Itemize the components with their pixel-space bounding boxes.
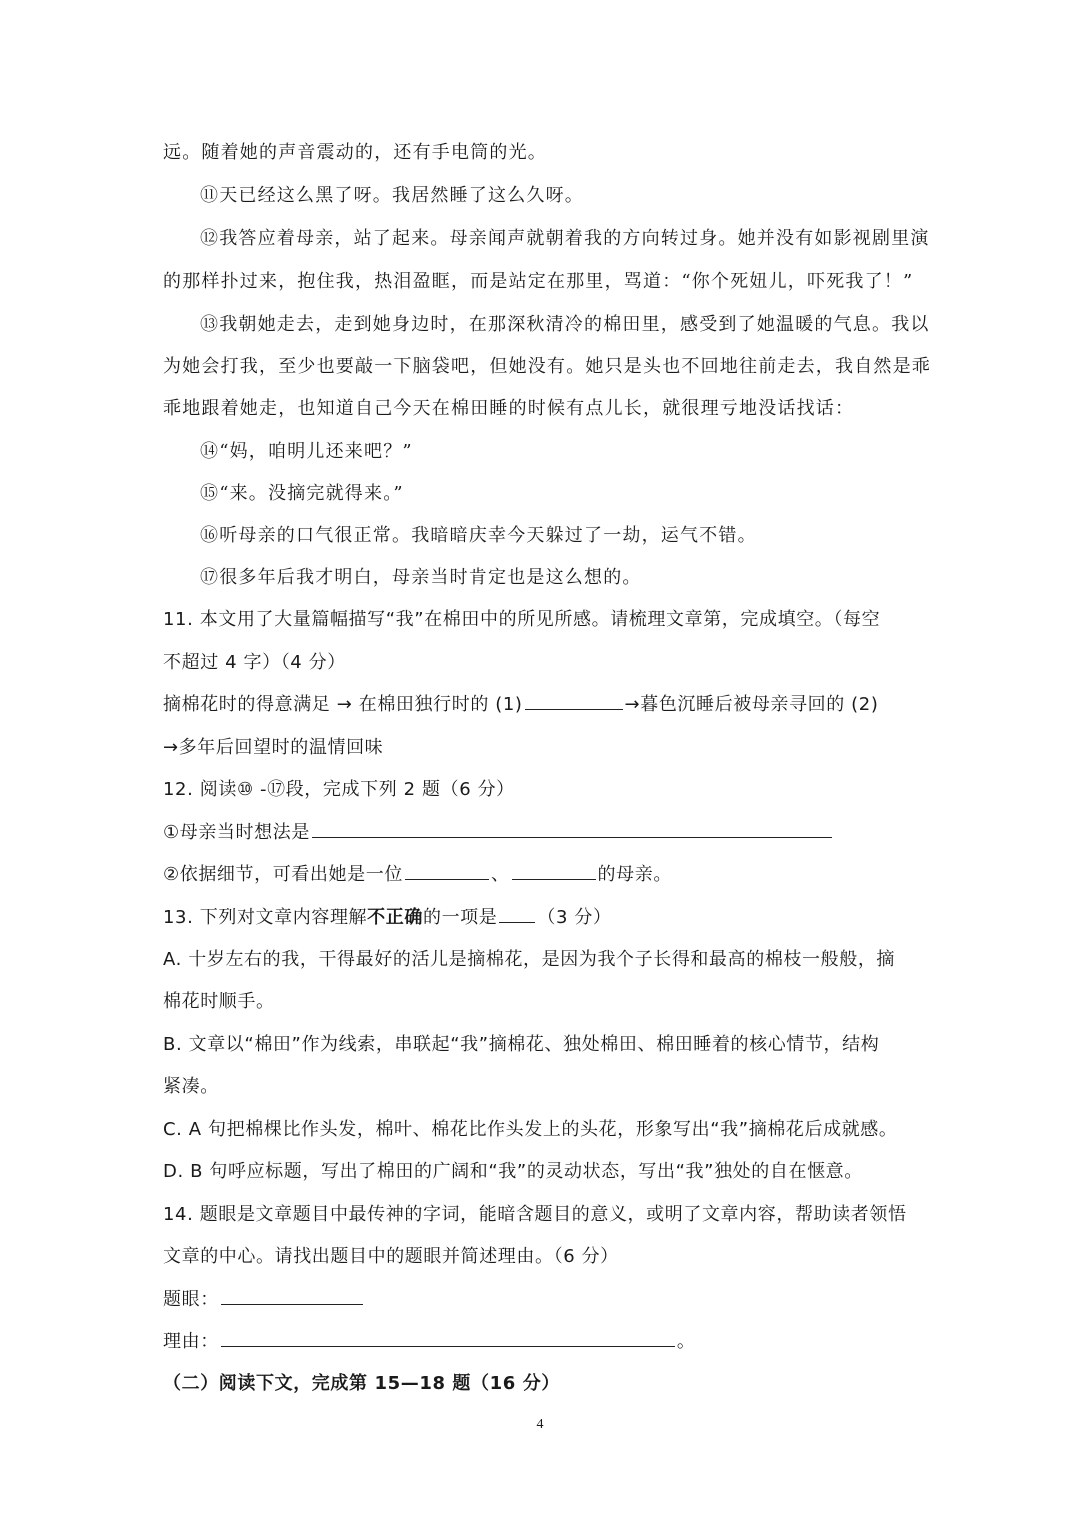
- paragraph-12: ⑫我答应着母亲，站了起来。母亲闻声就朝着我的方向转过身。她并没有如影视剧里演: [200, 228, 930, 249]
- flow-text: →暮色沉睡后被母亲寻回的 (2): [624, 694, 879, 715]
- answer-blank[interactable]: [499, 906, 535, 923]
- question-12-sub2: [163, 863, 923, 887]
- flow-text: 摘棉花时的得意满足 → 在棉田独行时的 (1): [163, 694, 523, 715]
- paragraph-11: ⑪天已经这么黑了呀。我居然睡了这么久呀。: [200, 185, 584, 206]
- question-14: 14. 题眼是文章题目中最传神的字词，能暗含题目的意义，或明了文章内容，帮助读者领悟: [163, 1204, 907, 1225]
- passage-line: 乖地跟着她走，也知道自己今天在棉田睡的时候有点儿长，就很理亏地没话找话：: [163, 398, 855, 419]
- question-11: 11. 本文用了大量篇幅描写“我”在棉田中的所见所感。请梳理文章第，完成填空。（每空: [163, 609, 881, 630]
- sub-label: ②依据细节，可看出她是一位: [163, 864, 403, 885]
- page-number: 4: [536, 1417, 544, 1432]
- question-13: [163, 906, 923, 930]
- passage-line: 远。随着她的声音震动的，还有手电筒的光。: [163, 142, 547, 163]
- answer-blank[interactable]: [405, 863, 489, 880]
- reason-end: 。: [676, 1331, 696, 1352]
- paragraph-14: ⑭“妈，咱明儿还来吧？”: [200, 441, 413, 462]
- answer-blank-1[interactable]: [525, 693, 623, 710]
- answer-blank[interactable]: [512, 863, 596, 880]
- question-12: 12. 阅读⑩ -⑰段，完成下列 2 题（6 分）: [163, 779, 515, 800]
- passage-line: 的那样扑过来，抱住我，热泪盈眶，而是站定在那里，骂道：“你个死妞儿，吓死我了！”: [163, 271, 914, 292]
- question-14-eye: [163, 1288, 923, 1312]
- option-c: C. A 句把棉棵比作头发，棉叶、棉花比作头发上的头花，形象写出“我”摘棉花后成就感。: [163, 1119, 898, 1140]
- q-text: （3 分）: [537, 907, 612, 928]
- question-11-flow: →多年后回望时的温情回味: [163, 737, 384, 758]
- answer-blank[interactable]: [312, 821, 832, 838]
- option-a: A. 十岁左右的我，干得最好的活儿是摘棉花，是因为我个子长得和最高的棉枝一般般，摘: [163, 949, 896, 970]
- section-heading: （二）阅读下文，完成第 15—18 题（16 分）: [163, 1373, 560, 1394]
- reason-label: 理由：: [163, 1331, 219, 1352]
- option-d: D. B 句呼应标题，写出了棉田的广阔和“我”的灵动状态，写出“我”独处的自在惬意。: [163, 1161, 863, 1182]
- sub-label: ①母亲当时想法是: [163, 822, 310, 843]
- paragraph-17: ⑰很多年后我才明白，母亲当时肯定也是这么想的。: [200, 567, 642, 588]
- question-11-line: 不超过 4 字）（4 分）: [163, 652, 346, 673]
- q-emphasis: 不正确: [367, 907, 423, 928]
- question-14-reason: [163, 1330, 923, 1354]
- answer-blank[interactable]: [221, 1330, 675, 1347]
- paragraph-16: ⑯听母亲的口气很正常。我暗暗庆幸今天躲过了一劫，运气不错。: [200, 525, 757, 546]
- option-a-cont: 棉花时顺手。: [163, 991, 275, 1012]
- paragraph-13: ⑬我朝她走去，走到她身边时，在那深秋清冷的棉田里，感受到了她温暖的气息。我以: [200, 314, 930, 335]
- answer-blank[interactable]: [221, 1288, 363, 1305]
- question-11-flow: [163, 693, 923, 717]
- separator: 、: [490, 864, 510, 885]
- q-text: 的一项是: [422, 907, 498, 928]
- eye-label: 题眼：: [163, 1289, 219, 1310]
- sub-label: 的母亲。: [597, 864, 672, 885]
- q-text: 13. 下列对文章内容理解: [163, 907, 368, 928]
- question-14-line: 文章的中心。请找出题目中的题眼并简述理由。（6 分）: [163, 1246, 619, 1267]
- question-12-sub1: [163, 821, 923, 845]
- option-b: B. 文章以“棉田”作为线索，串联起“我”摘棉花、独处棉田、棉田睡着的核心情节，结构: [163, 1034, 880, 1055]
- passage-line: 为她会打我，至少也要敲一下脑袋吧，但她没有。她只是头也不回地往前走去，我自然是乖: [163, 356, 931, 377]
- paragraph-15: ⑮“来。没摘完就得来。”: [200, 483, 404, 504]
- option-b-cont: 紧凑。: [163, 1076, 219, 1097]
